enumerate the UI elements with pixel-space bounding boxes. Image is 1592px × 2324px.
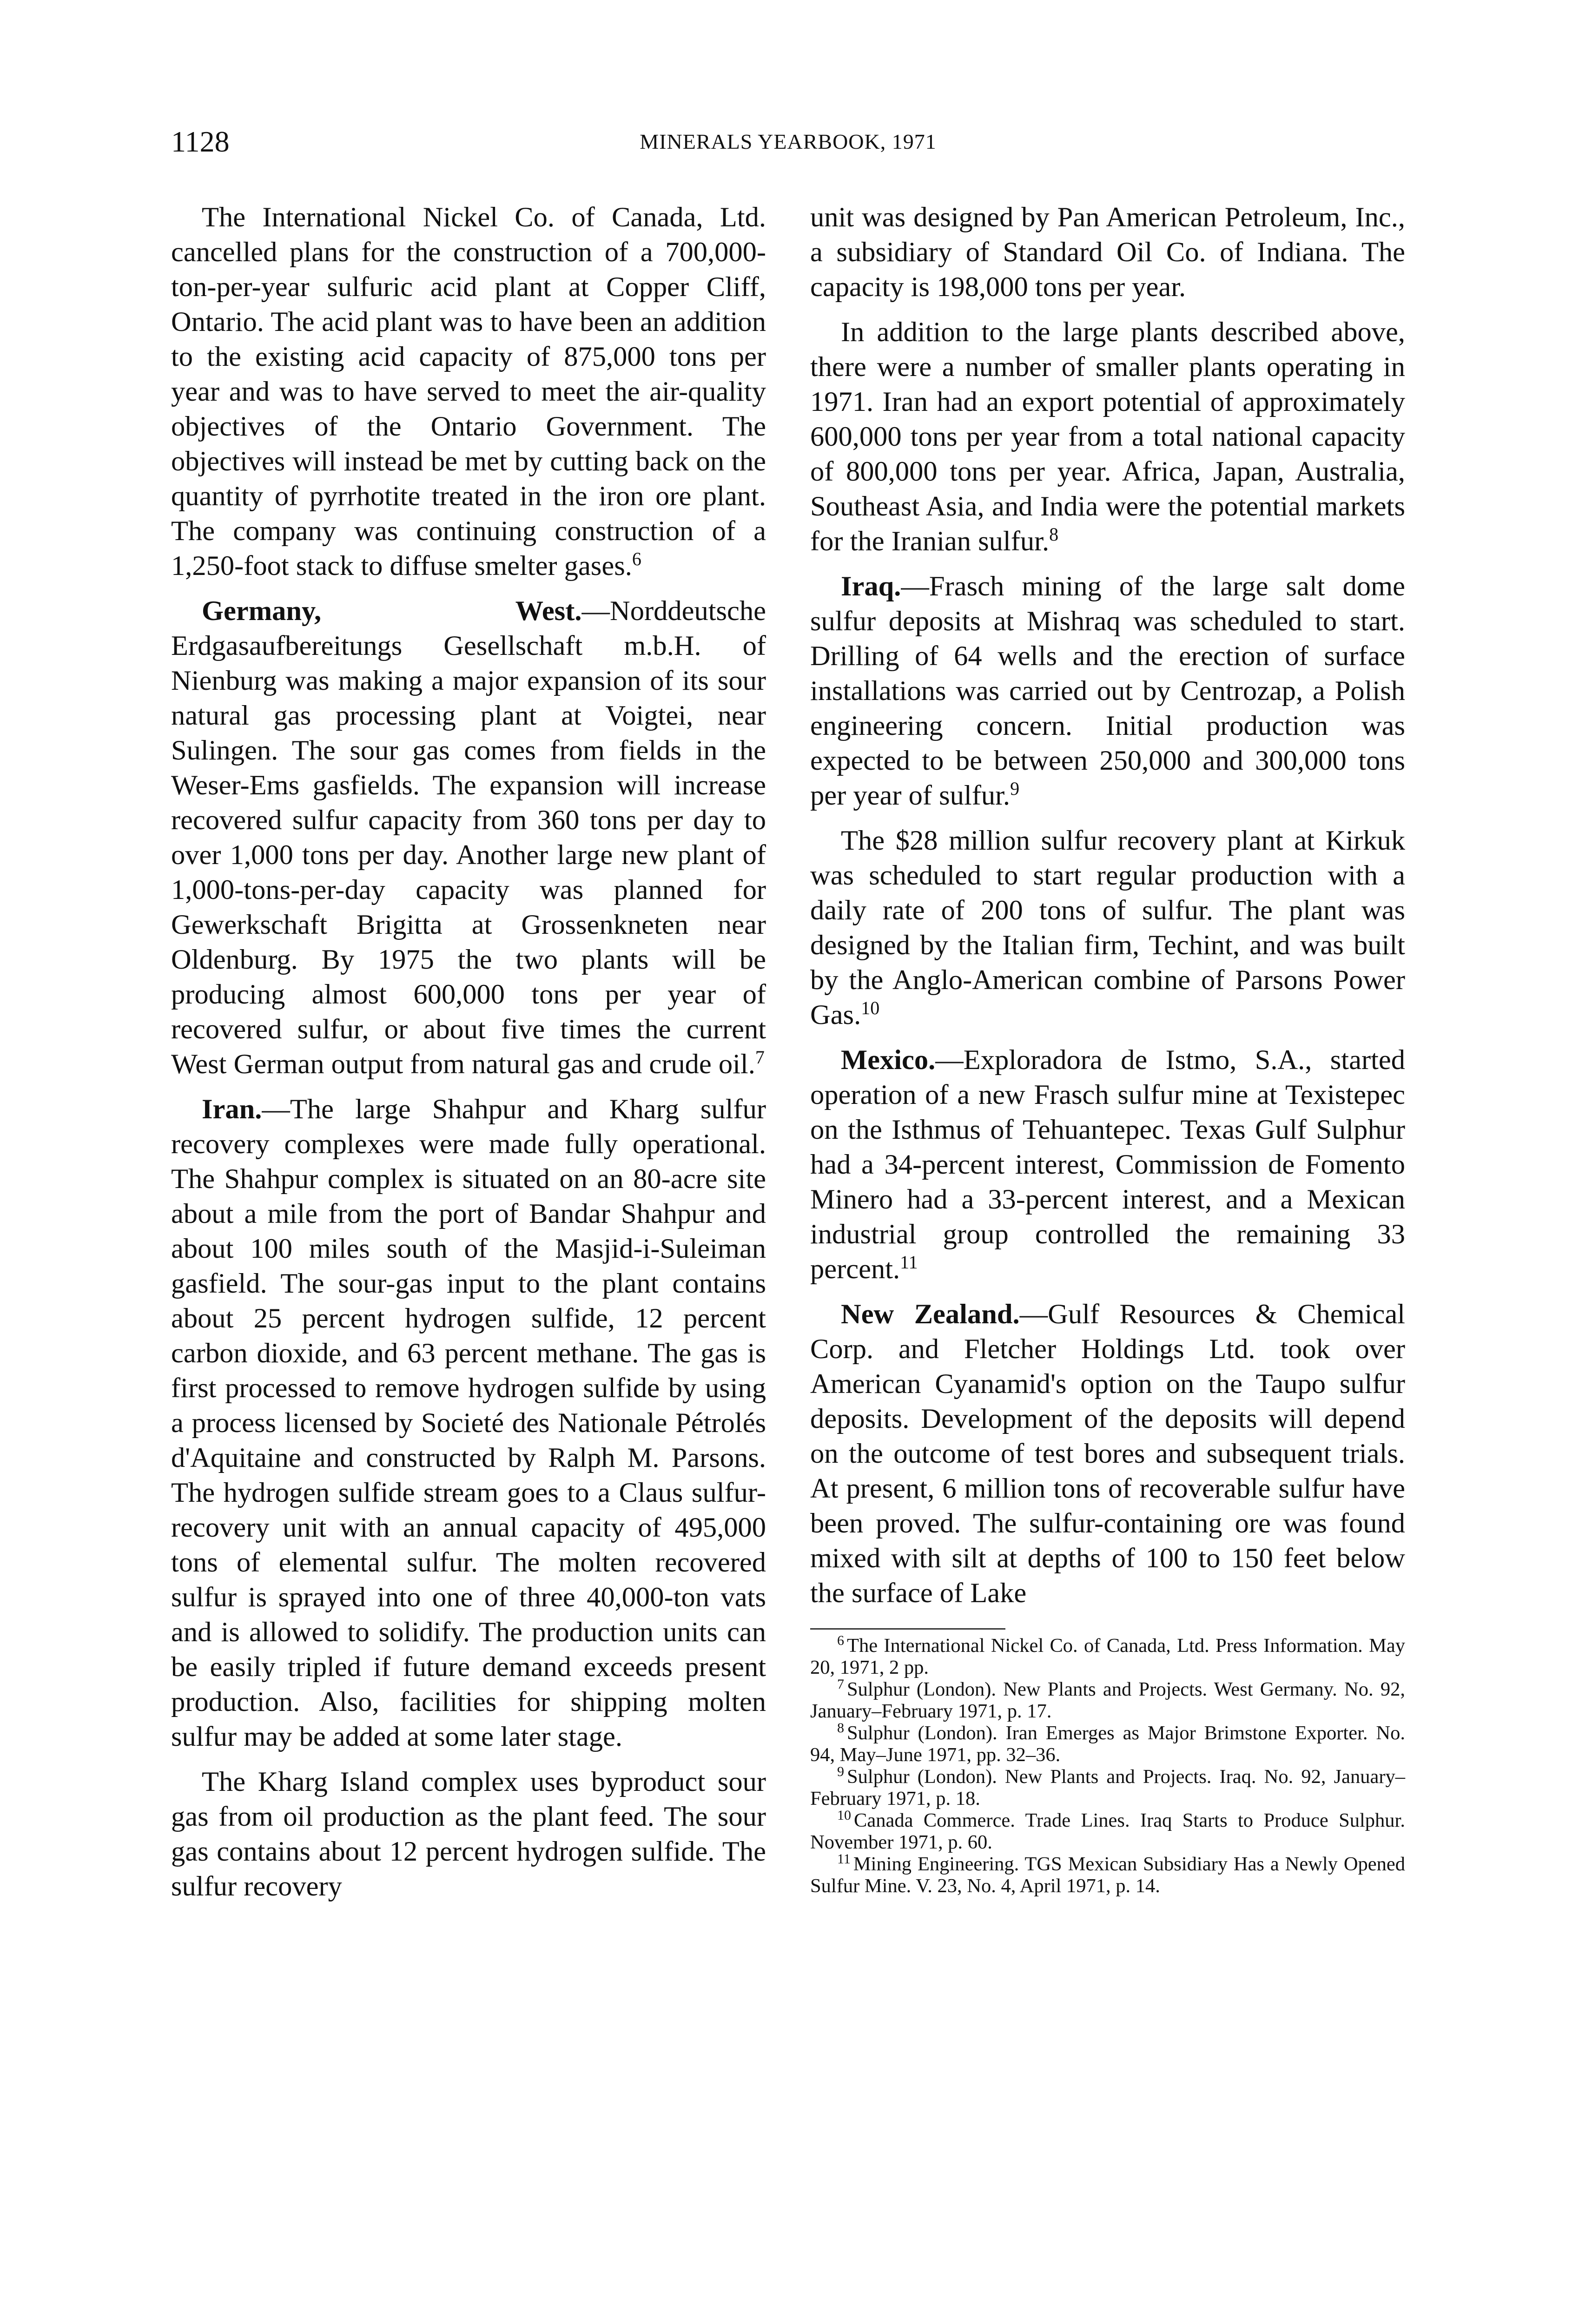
footnote-ref: 9 — [1010, 778, 1020, 799]
footnote-text: Sulphur (London). New Plants and Projects. West Germany. No. 92, January–February 1971, p. 17. — [810, 1678, 1405, 1722]
paragraph-text: In addition to the large plants described above, there were a number of smaller plants operating in 1971. Iran had an export potential of approximately 600,000 tons per year from a total national capacity of 800,000 tons per year. Africa, Japan, Australia, Southeast Asia, and India were the potential markets for the Iranian sulfur. — [810, 317, 1405, 557]
footnote-ref: 10 — [861, 997, 880, 1018]
footnote-number: 6 — [837, 1632, 844, 1648]
paragraph-text: —Norddeutsche Erdgasaufbereitungs Gesellschaft m.b.H. of Nienburg was making a major expansion of its sour natural gas processing plant at Voigtei, near Sulingen. The sour gas comes from fields in the Weser-Ems gasfields. The expansion will increase recovered sulfur capacity from 360 tons per day to over 1,000 tons per day. Another large new plant of 1,000-tons-per-day capacity was planned for Gewerkschaft Brigitta at Grossenkneten near Oldenburg. By 1975 the two plants will be producing almost 600,000 tons per year of recovered sulfur, or about five times the current West German output from natural gas and crude oil. — [171, 595, 766, 1080]
text-columns — [171, 200, 1405, 1914]
paragraph-text: The $28 million sulfur recovery plant at Kirkuk was scheduled to start regular production with a daily rate of 200 tons of sulfur. The plant was designed by the Italian firm, Techint, and was built by the Anglo-American combine of Parsons Power Gas. — [810, 825, 1405, 1030]
footnote-text: Sulphur (London). New Plants and Projects. Iraq. No. 92, January–February 1971, p. 18. — [810, 1766, 1405, 1809]
paragraph-text: The International Nickel Co. of Canada, Ltd. cancelled plans for the construction of a 700,000-ton-per-year sulfuric acid plant at Copper Cliff, Ontario. The acid plant was to have been an addition to the existing acid capacity of 875,000 tons per year and was to have served to meet the air-quality objectives of the Ontario Government. The objectives will instead be met by cutting back on the quantity of pyrrhotite treated in the iron ore plant. The company was continuing construction of a 1,250-foot stack to diffuse smelter gases. — [171, 202, 766, 581]
footnote-number: 9 — [837, 1763, 844, 1779]
footnote — [810, 1722, 1405, 1766]
country-heading: Iraq. — [841, 571, 901, 602]
running-head: MINERALS YEARBOOK, 1971 — [640, 130, 937, 153]
footnotes — [810, 1628, 1405, 1897]
footnote-ref: 11 — [900, 1251, 918, 1273]
paragraph-germany — [171, 594, 766, 1082]
right-column — [810, 200, 1405, 1914]
paragraph-iran — [171, 1092, 766, 1754]
footnote-number: 10 — [837, 1807, 851, 1823]
footnote — [810, 1853, 1405, 1897]
paragraph-text: —The large Shahpur and Kharg sulfur recovery complexes were made fully operational. The Shahpur complex is situated on an 80-acre site about a mile from the port of Bandar Shahpur and about 100 miles south of the Masjid-i-Suleiman gasfield. The sour-gas input to the plant contains about 25 percent hydrogen sulfide, 12 percent carbon dioxide, and 63 percent methane. The gas is first processed to remove hydrogen sulfide by using a process licensed by Societé des Nationale Pétrolés d'Aquitaine and constructed by Ralph M. Parsons. The hydrogen sulfide stream goes to a Claus sulfur-recovery unit with an annual capacity of 495,000 tons of elemental sulfur. The molten recovered sulfur is sprayed into one of three 40,000-ton vats and is allowed to solidify. The production units can be easily tripled if future demand exceeds present production. Also, facilities for shipping molten sulfur may be added at some later stage. — [171, 1094, 766, 1752]
paragraph-text: —Exploradora de Istmo, S.A., started operation of a new Frasch sulfur mine at Texistepec on the Isthmus of Tehuantepec. Texas Gulf Sulphur had a 34-percent interest, Commission de Fomento Minero had a 33-percent interest, and a Mexican industrial group controlled the remaining 33 percent. — [810, 1044, 1405, 1285]
footnote-text: Canada Commerce. Trade Lines. Iraq Starts to Produce Sulphur. November 1971, p. 60. — [810, 1809, 1405, 1853]
footnote-ref: 6 — [632, 548, 641, 569]
country-heading: Mexico. — [841, 1044, 936, 1076]
paragraph-kirkuk — [810, 823, 1405, 1032]
paragraph-new-zealand — [810, 1297, 1405, 1611]
footnote-text: Sulphur (London). Iran Emerges as Major Brimstone Exporter. No. 94, May–June 1971, pp. 32–36. — [810, 1722, 1405, 1766]
footnote-number: 8 — [837, 1720, 844, 1736]
country-heading: Germany, West. — [202, 595, 582, 627]
paragraph-text: The Kharg Island complex uses byproduct sour gas from oil production as the plant feed. The sour gas contains about 12 percent hydrogen sulfide. The sulfur recovery — [171, 1766, 766, 1902]
left-column — [171, 200, 766, 1914]
footnote-text: Mining Engineering. TGS Mexican Subsidiary Has a Newly Opened Sulfur Mine. V. 23, No. 4, April 1971, p. 14. — [810, 1853, 1405, 1897]
paragraph-text: —Gulf Resources & Chemical Corp. and Fletcher Holdings Ltd. took over American Cyanamid's option on the Taupo sulfur deposits. Development of the deposits will depend on the outcome of test bores and subsequent trials. At present, 6 million tons of recoverable sulfur have been proved. The sulfur-containing ore was found mixed with silt at depths of 100 to 150 feet below the surface of Lake — [810, 1299, 1405, 1609]
footnote-number: 7 — [837, 1676, 844, 1692]
paragraph-text: unit was designed by Pan American Petroleum, Inc., a subsidiary of Standard Oil Co. of Indiana. The capacity is 198,000 tons per year. — [810, 202, 1405, 303]
paragraph-iran-smaller-plants — [810, 315, 1405, 559]
footnote-ref: 7 — [755, 1046, 765, 1068]
footnote-ref: 8 — [1049, 523, 1059, 545]
country-heading: New Zealand. — [841, 1299, 1020, 1330]
footnote — [810, 1809, 1405, 1853]
paragraph-mexico — [810, 1043, 1405, 1287]
footnote — [810, 1678, 1405, 1722]
paragraph-iraq — [810, 569, 1405, 813]
paragraph-kharg — [171, 1764, 766, 1904]
footnote — [810, 1763, 1405, 1809]
footnote — [810, 1632, 1405, 1678]
paragraph-kharg-continued — [810, 200, 1405, 304]
paragraph-inco — [171, 200, 766, 583]
footnote-number: 11 — [837, 1851, 851, 1867]
footnote-text: The International Nickel Co. of Canada, Ltd. Press Information. May 20, 1971, 2 pp. — [810, 1635, 1405, 1678]
paragraph-text: —Frasch mining of the large salt dome sulfur deposits at Mishraq was scheduled to start. Drilling of 64 wells and the erection of surface installations was carried out by Centrozap, a Polish engineering concern. Initial production was expected to be between 250,000 and 300,000 tons per year of sulfur. — [810, 571, 1405, 811]
page-header — [171, 112, 1405, 163]
country-heading: Iran. — [202, 1094, 262, 1125]
page-number: 1128 — [171, 125, 230, 158]
